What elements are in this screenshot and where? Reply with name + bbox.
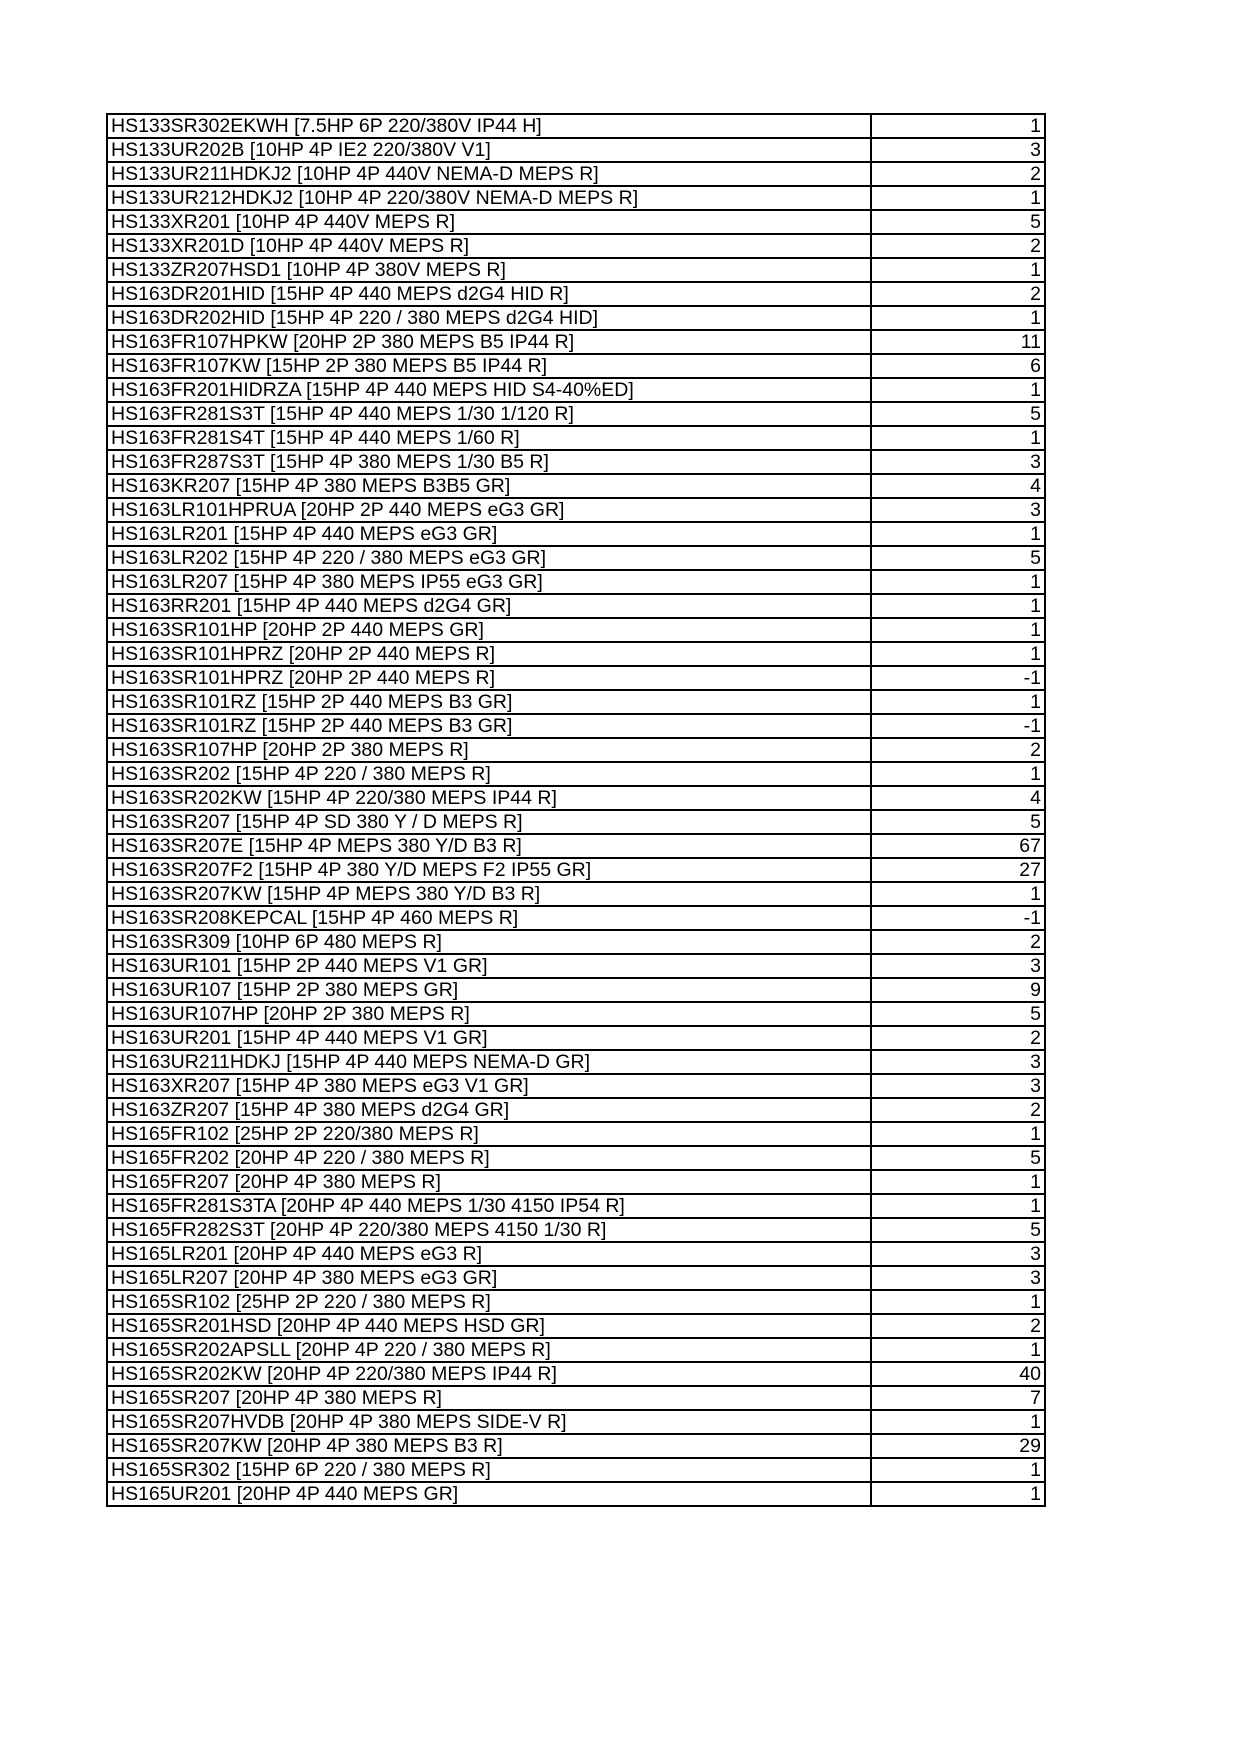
quantity-cell: 2 bbox=[871, 282, 1045, 306]
quantity-cell: 1 bbox=[871, 258, 1045, 282]
table-row bbox=[107, 186, 1045, 210]
quantity-cell: 2 bbox=[871, 1314, 1045, 1338]
table-row bbox=[107, 114, 1045, 138]
quantity-cell: 1 bbox=[871, 1458, 1045, 1482]
product-description-cell: HS165FR282S3T [20HP 4P 220/380 MEPS 4150 1/30 R] bbox=[107, 1218, 871, 1242]
quantity-cell: 1 bbox=[871, 882, 1045, 906]
product-description-cell: HS163UR107HP [20HP 2P 380 MEPS R] bbox=[107, 1002, 871, 1026]
quantity-cell: 1 bbox=[871, 618, 1045, 642]
table-row bbox=[107, 978, 1045, 1002]
quantity-cell: 1 bbox=[871, 1482, 1045, 1506]
table-row bbox=[107, 1290, 1045, 1314]
table-row bbox=[107, 1074, 1045, 1098]
quantity-cell: 9 bbox=[871, 978, 1045, 1002]
quantity-cell: 1 bbox=[871, 306, 1045, 330]
product-description-cell: HS163SR202KW [15HP 4P 220/380 MEPS IP44 R] bbox=[107, 786, 871, 810]
table-row bbox=[107, 810, 1045, 834]
product-description-cell: HS165SR207KW [20HP 4P 380 MEPS B3 R] bbox=[107, 1434, 871, 1458]
product-description-cell: HS133UR202B [10HP 4P IE2 220/380V V1] bbox=[107, 138, 871, 162]
quantity-cell: 5 bbox=[871, 1002, 1045, 1026]
product-description-cell: HS133UR211HDKJ2 [10HP 4P 440V NEMA-D MEPS R] bbox=[107, 162, 871, 186]
quantity-cell: 2 bbox=[871, 1098, 1045, 1122]
table-row bbox=[107, 162, 1045, 186]
inventory-table-body bbox=[107, 114, 1045, 1506]
table-row bbox=[107, 1410, 1045, 1434]
table-row bbox=[107, 714, 1045, 738]
quantity-cell: 1 bbox=[871, 1410, 1045, 1434]
quantity-cell: 6 bbox=[871, 354, 1045, 378]
quantity-cell: 3 bbox=[871, 1266, 1045, 1290]
product-description-cell: HS133UR212HDKJ2 [10HP 4P 220/380V NEMA-D MEPS R] bbox=[107, 186, 871, 210]
table-row bbox=[107, 1362, 1045, 1386]
quantity-cell: 1 bbox=[871, 426, 1045, 450]
product-description-cell: HS163FR281S3T [15HP 4P 440 MEPS 1/30 1/120 R] bbox=[107, 402, 871, 426]
table-row bbox=[107, 786, 1045, 810]
table-row bbox=[107, 882, 1045, 906]
quantity-cell: 1 bbox=[871, 186, 1045, 210]
table-row bbox=[107, 522, 1045, 546]
product-description-cell: HS163SR101RZ [15HP 2P 440 MEPS B3 GR] bbox=[107, 690, 871, 714]
quantity-cell: 3 bbox=[871, 954, 1045, 978]
product-description-cell: HS163DR202HID [15HP 4P 220 / 380 MEPS d2G4 HID] bbox=[107, 306, 871, 330]
product-description-cell: HS165UR201 [20HP 4P 440 MEPS GR] bbox=[107, 1482, 871, 1506]
quantity-cell: -1 bbox=[871, 666, 1045, 690]
table-row bbox=[107, 570, 1045, 594]
table-row bbox=[107, 1194, 1045, 1218]
quantity-cell: 3 bbox=[871, 1242, 1045, 1266]
quantity-cell: 67 bbox=[871, 834, 1045, 858]
quantity-cell: 1 bbox=[871, 762, 1045, 786]
table-row bbox=[107, 1386, 1045, 1410]
product-description-cell: HS163LR201 [15HP 4P 440 MEPS eG3 GR] bbox=[107, 522, 871, 546]
quantity-cell: 3 bbox=[871, 450, 1045, 474]
quantity-cell: 1 bbox=[871, 522, 1045, 546]
table-row bbox=[107, 642, 1045, 666]
product-description-cell: HS163DR201HID [15HP 4P 440 MEPS d2G4 HID R] bbox=[107, 282, 871, 306]
quantity-cell: 1 bbox=[871, 1338, 1045, 1362]
product-description-cell: HS163SR101HP [20HP 2P 440 MEPS GR] bbox=[107, 618, 871, 642]
table-row bbox=[107, 474, 1045, 498]
inventory-table bbox=[106, 113, 1046, 1507]
product-description-cell: HS165FR281S3TA [20HP 4P 440 MEPS 1/30 4150 IP54 R] bbox=[107, 1194, 871, 1218]
table-row bbox=[107, 594, 1045, 618]
product-description-cell: HS163FR107HPKW [20HP 2P 380 MEPS B5 IP44 R] bbox=[107, 330, 871, 354]
table-row bbox=[107, 1482, 1045, 1506]
quantity-cell: 2 bbox=[871, 738, 1045, 762]
table-row bbox=[107, 618, 1045, 642]
table-row bbox=[107, 1242, 1045, 1266]
product-description-cell: HS163FR107KW [15HP 2P 380 MEPS B5 IP44 R] bbox=[107, 354, 871, 378]
product-description-cell: HS163SR207E [15HP 4P MEPS 380 Y/D B3 R] bbox=[107, 834, 871, 858]
product-description-cell: HS163RR201 [15HP 4P 440 MEPS d2G4 GR] bbox=[107, 594, 871, 618]
product-description-cell: HS165LR201 [20HP 4P 440 MEPS eG3 R] bbox=[107, 1242, 871, 1266]
quantity-cell: 29 bbox=[871, 1434, 1045, 1458]
product-description-cell: HS133SR302EKWH [7.5HP 6P 220/380V IP44 H] bbox=[107, 114, 871, 138]
quantity-cell: 27 bbox=[871, 858, 1045, 882]
quantity-cell: 2 bbox=[871, 234, 1045, 258]
product-description-cell: HS165FR202 [20HP 4P 220 / 380 MEPS R] bbox=[107, 1146, 871, 1170]
table-row bbox=[107, 858, 1045, 882]
quantity-cell: 2 bbox=[871, 162, 1045, 186]
quantity-cell: 4 bbox=[871, 474, 1045, 498]
quantity-cell: 3 bbox=[871, 138, 1045, 162]
quantity-cell: 1 bbox=[871, 642, 1045, 666]
table-row bbox=[107, 426, 1045, 450]
product-description-cell: HS163KR207 [15HP 4P 380 MEPS B3B5 GR] bbox=[107, 474, 871, 498]
quantity-cell: 5 bbox=[871, 402, 1045, 426]
product-description-cell: HS163FR287S3T [15HP 4P 380 MEPS 1/30 B5 R] bbox=[107, 450, 871, 474]
table-row bbox=[107, 138, 1045, 162]
product-description-cell: HS163SR107HP [20HP 2P 380 MEPS R] bbox=[107, 738, 871, 762]
quantity-cell: 5 bbox=[871, 1218, 1045, 1242]
product-description-cell: HS133XR201D [10HP 4P 440V MEPS R] bbox=[107, 234, 871, 258]
table-row bbox=[107, 1146, 1045, 1170]
product-description-cell: HS165SR207HVDB [20HP 4P 380 MEPS SIDE-V R] bbox=[107, 1410, 871, 1434]
quantity-cell: 5 bbox=[871, 210, 1045, 234]
quantity-cell: 3 bbox=[871, 1050, 1045, 1074]
product-description-cell: HS165LR207 [20HP 4P 380 MEPS eG3 GR] bbox=[107, 1266, 871, 1290]
quantity-cell: 5 bbox=[871, 1146, 1045, 1170]
table-row bbox=[107, 1266, 1045, 1290]
quantity-cell: 5 bbox=[871, 546, 1045, 570]
table-row bbox=[107, 1218, 1045, 1242]
product-description-cell: HS163SR207 [15HP 4P SD 380 Y / D MEPS R] bbox=[107, 810, 871, 834]
quantity-cell: 1 bbox=[871, 1122, 1045, 1146]
product-description-cell: HS163SR202 [15HP 4P 220 / 380 MEPS R] bbox=[107, 762, 871, 786]
product-description-cell: HS163UR211HDKJ [15HP 4P 440 MEPS NEMA-D GR] bbox=[107, 1050, 871, 1074]
product-description-cell: HS163SR207KW [15HP 4P MEPS 380 Y/D B3 R] bbox=[107, 882, 871, 906]
table-row bbox=[107, 762, 1045, 786]
quantity-cell: 40 bbox=[871, 1362, 1045, 1386]
product-description-cell: HS163SR309 [10HP 6P 480 MEPS R] bbox=[107, 930, 871, 954]
table-row bbox=[107, 450, 1045, 474]
quantity-cell: 1 bbox=[871, 378, 1045, 402]
product-description-cell: HS165FR207 [20HP 4P 380 MEPS R] bbox=[107, 1170, 871, 1194]
table-row bbox=[107, 306, 1045, 330]
quantity-cell: -1 bbox=[871, 906, 1045, 930]
quantity-cell: 1 bbox=[871, 1194, 1045, 1218]
quantity-cell: 7 bbox=[871, 1386, 1045, 1410]
product-description-cell: HS163UR107 [15HP 2P 380 MEPS GR] bbox=[107, 978, 871, 1002]
table-row bbox=[107, 258, 1045, 282]
table-row bbox=[107, 690, 1045, 714]
table-row bbox=[107, 1026, 1045, 1050]
table-row bbox=[107, 1050, 1045, 1074]
quantity-cell: 1 bbox=[871, 1290, 1045, 1314]
quantity-cell: 2 bbox=[871, 1026, 1045, 1050]
table-row bbox=[107, 1458, 1045, 1482]
quantity-cell: 1 bbox=[871, 570, 1045, 594]
product-description-cell: HS165SR302 [15HP 6P 220 / 380 MEPS R] bbox=[107, 1458, 871, 1482]
product-description-cell: HS165SR102 [25HP 2P 220 / 380 MEPS R] bbox=[107, 1290, 871, 1314]
product-description-cell: HS163SR101RZ [15HP 2P 440 MEPS B3 GR] bbox=[107, 714, 871, 738]
product-description-cell: HS163UR101 [15HP 2P 440 MEPS V1 GR] bbox=[107, 954, 871, 978]
quantity-cell: -1 bbox=[871, 714, 1045, 738]
table-row bbox=[107, 834, 1045, 858]
quantity-cell: 1 bbox=[871, 594, 1045, 618]
quantity-cell: 1 bbox=[871, 690, 1045, 714]
product-description-cell: HS133XR201 [10HP 4P 440V MEPS R] bbox=[107, 210, 871, 234]
product-description-cell: HS163FR281S4T [15HP 4P 440 MEPS 1/60 R] bbox=[107, 426, 871, 450]
quantity-cell: 3 bbox=[871, 498, 1045, 522]
table-row bbox=[107, 1122, 1045, 1146]
product-description-cell: HS163SR207F2 [15HP 4P 380 Y/D MEPS F2 IP55 GR] bbox=[107, 858, 871, 882]
product-description-cell: HS163LR207 [15HP 4P 380 MEPS IP55 eG3 GR] bbox=[107, 570, 871, 594]
quantity-cell: 2 bbox=[871, 930, 1045, 954]
table-row bbox=[107, 210, 1045, 234]
table-row bbox=[107, 1002, 1045, 1026]
quantity-cell: 1 bbox=[871, 114, 1045, 138]
quantity-cell: 11 bbox=[871, 330, 1045, 354]
product-description-cell: HS163SR208KEPCAL [15HP 4P 460 MEPS R] bbox=[107, 906, 871, 930]
table-row bbox=[107, 666, 1045, 690]
product-description-cell: HS165FR102 [25HP 2P 220/380 MEPS R] bbox=[107, 1122, 871, 1146]
table-row bbox=[107, 546, 1045, 570]
table-row bbox=[107, 738, 1045, 762]
table-row bbox=[107, 330, 1045, 354]
quantity-cell: 3 bbox=[871, 1074, 1045, 1098]
product-description-cell: HS165SR201HSD [20HP 4P 440 MEPS HSD GR] bbox=[107, 1314, 871, 1338]
product-description-cell: HS165SR202KW [20HP 4P 220/380 MEPS IP44 R] bbox=[107, 1362, 871, 1386]
table-row bbox=[107, 354, 1045, 378]
table-row bbox=[107, 954, 1045, 978]
quantity-cell: 4 bbox=[871, 786, 1045, 810]
table-row bbox=[107, 498, 1045, 522]
product-description-cell: HS133ZR207HSD1 [10HP 4P 380V MEPS R] bbox=[107, 258, 871, 282]
table-row bbox=[107, 1098, 1045, 1122]
table-row bbox=[107, 906, 1045, 930]
product-description-cell: HS163LR101HPRUA [20HP 2P 440 MEPS eG3 GR] bbox=[107, 498, 871, 522]
table-row bbox=[107, 1170, 1045, 1194]
table-row bbox=[107, 1338, 1045, 1362]
table-row bbox=[107, 378, 1045, 402]
product-description-cell: HS163FR201HIDRZA [15HP 4P 440 MEPS HID S4-40%ED] bbox=[107, 378, 871, 402]
table-row bbox=[107, 234, 1045, 258]
table-row bbox=[107, 1314, 1045, 1338]
table-row bbox=[107, 1434, 1045, 1458]
table-row bbox=[107, 282, 1045, 306]
product-description-cell: HS163XR207 [15HP 4P 380 MEPS eG3 V1 GR] bbox=[107, 1074, 871, 1098]
product-description-cell: HS163SR101HPRZ [20HP 2P 440 MEPS R] bbox=[107, 642, 871, 666]
product-description-cell: HS165SR207 [20HP 4P 380 MEPS R] bbox=[107, 1386, 871, 1410]
product-description-cell: HS163LR202 [15HP 4P 220 / 380 MEPS eG3 GR] bbox=[107, 546, 871, 570]
product-description-cell: HS165SR202APSLL [20HP 4P 220 / 380 MEPS R] bbox=[107, 1338, 871, 1362]
table-row bbox=[107, 402, 1045, 426]
quantity-cell: 5 bbox=[871, 810, 1045, 834]
product-description-cell: HS163SR101HPRZ [20HP 2P 440 MEPS R] bbox=[107, 666, 871, 690]
table-row bbox=[107, 930, 1045, 954]
product-description-cell: HS163UR201 [15HP 4P 440 MEPS V1 GR] bbox=[107, 1026, 871, 1050]
quantity-cell: 1 bbox=[871, 1170, 1045, 1194]
product-description-cell: HS163ZR207 [15HP 4P 380 MEPS d2G4 GR] bbox=[107, 1098, 871, 1122]
